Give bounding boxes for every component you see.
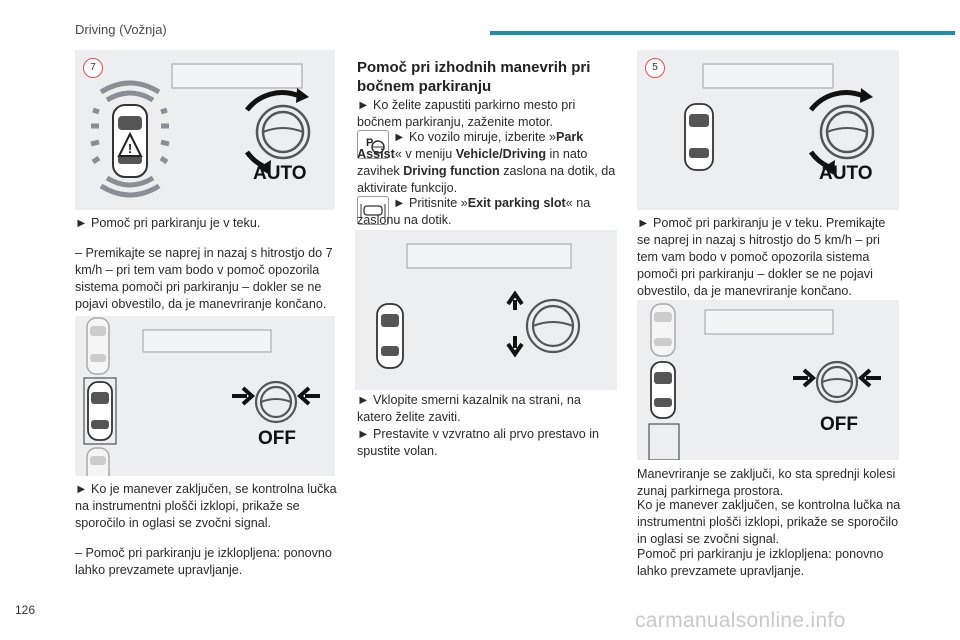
car-icon (651, 362, 675, 418)
paragraph: Pomoč pri parkiranju je izklopljena: ponovno lahko prevzamete upravljanje. (637, 547, 884, 578)
figure-parking-auto-7 (75, 50, 335, 210)
paragraph: Manevriranje se zaključi, ko sta sprednji kolesi zunaj parkirnega prostora. (637, 467, 896, 498)
menu-term-exit-parking-slot: Exit parking slot (467, 196, 566, 210)
menu-term-vehicle-driving: Vehicle/Driving (455, 147, 547, 161)
figure-exit-parking (355, 230, 617, 390)
menu-term-driving-function: Driving function (403, 164, 500, 178)
paragraph: ► Ko želite zapustiti parkirno mesto pri bočnem parkiranju, zaženite motor. (357, 98, 576, 129)
text-span: ► Ko vozilo miruje, izberite » (393, 130, 556, 144)
svg-text:P: P (366, 137, 374, 149)
paragraph: – Premikajte se naprej in nazaj s hitrostjo do 7 km/h – pri tem vam bodo v pomoč opozorila sistema pomoči pri parkiranju – dokler se ne pojavi obvestilo, da je manevriranje končano. (75, 246, 333, 311)
auto-label: AUTO (819, 163, 873, 184)
paragraph-park-assist (357, 129, 619, 197)
paragraph: ► Ko je manever zaključen, se kontrolna lučka na instrumentni plošči izklopi, prikaže se sporočilo in oglasi se zvočni signal. (75, 482, 337, 530)
off-label: OFF (820, 414, 858, 435)
car-icon (377, 304, 403, 368)
text-span: « na zaslonu na dotik. (357, 196, 591, 227)
off-label: OFF (258, 428, 296, 449)
paragraph: – Pomoč pri parkiranju je izklopljena: ponovno lahko prevzamete upravljanje. (75, 546, 332, 577)
menu-term-park-assist: Park Assist (357, 130, 584, 161)
figure-badge: 5 (645, 58, 665, 78)
figure-badge: 7 (83, 58, 103, 78)
car-icon (685, 104, 713, 170)
text-span: zaslona na dotik, da aktivirate funkcijo. (357, 164, 616, 195)
figure-parking-auto-5 (637, 50, 899, 210)
text-span: in nato zavihek (357, 147, 588, 178)
text-span: ► Pritisnite » (393, 196, 468, 210)
page-number: 126 (15, 603, 36, 617)
paragraph: ► Prestavite v vzvratno ali prvo prestavo in spustite volan. (357, 427, 600, 458)
paragraph: ► Pomoč pri parkiranju je v teku. (75, 216, 261, 230)
svg-text:!: ! (127, 141, 133, 156)
watermark: carmanualsonline.info (635, 609, 846, 632)
section-heading: Pomoč pri izhodnih manevrih pri bočnem parkiranju (357, 59, 591, 95)
paragraph-exit-slot (357, 195, 619, 229)
parked-car-front-icon (651, 304, 675, 356)
parked-car-top-icon (87, 318, 109, 374)
paragraph: Ko je manever zaključen, se kontrolna lučka na instrumentni plošči izklopi, prikaže se sporočilo in oglasi se zvočni signal. (637, 498, 901, 546)
section-header: Driving (Vožnja) (75, 22, 167, 37)
paragraph: ► Vklopite smerni kazalnik na strani, na katero želite zaviti. (357, 393, 581, 424)
header-accent-bar (490, 31, 955, 35)
car-icon (88, 382, 112, 440)
text-span: « v meniju (394, 147, 456, 161)
auto-label: AUTO (253, 163, 307, 184)
figure-parking-off-parallel (637, 300, 899, 460)
paragraph: ► Pomoč pri parkiranju je v teku. Premikajte se naprej in nazaj s hitrostjo do 5 km/h – pri tem vam bodo v pomoč opozorila sistema pomoči pri parkiranju – dokler se ne pojavi obvestilo, da je manevriranje končano. (637, 216, 886, 298)
parked-car-bottom-icon (87, 448, 109, 476)
figure-parking-off (75, 316, 335, 476)
